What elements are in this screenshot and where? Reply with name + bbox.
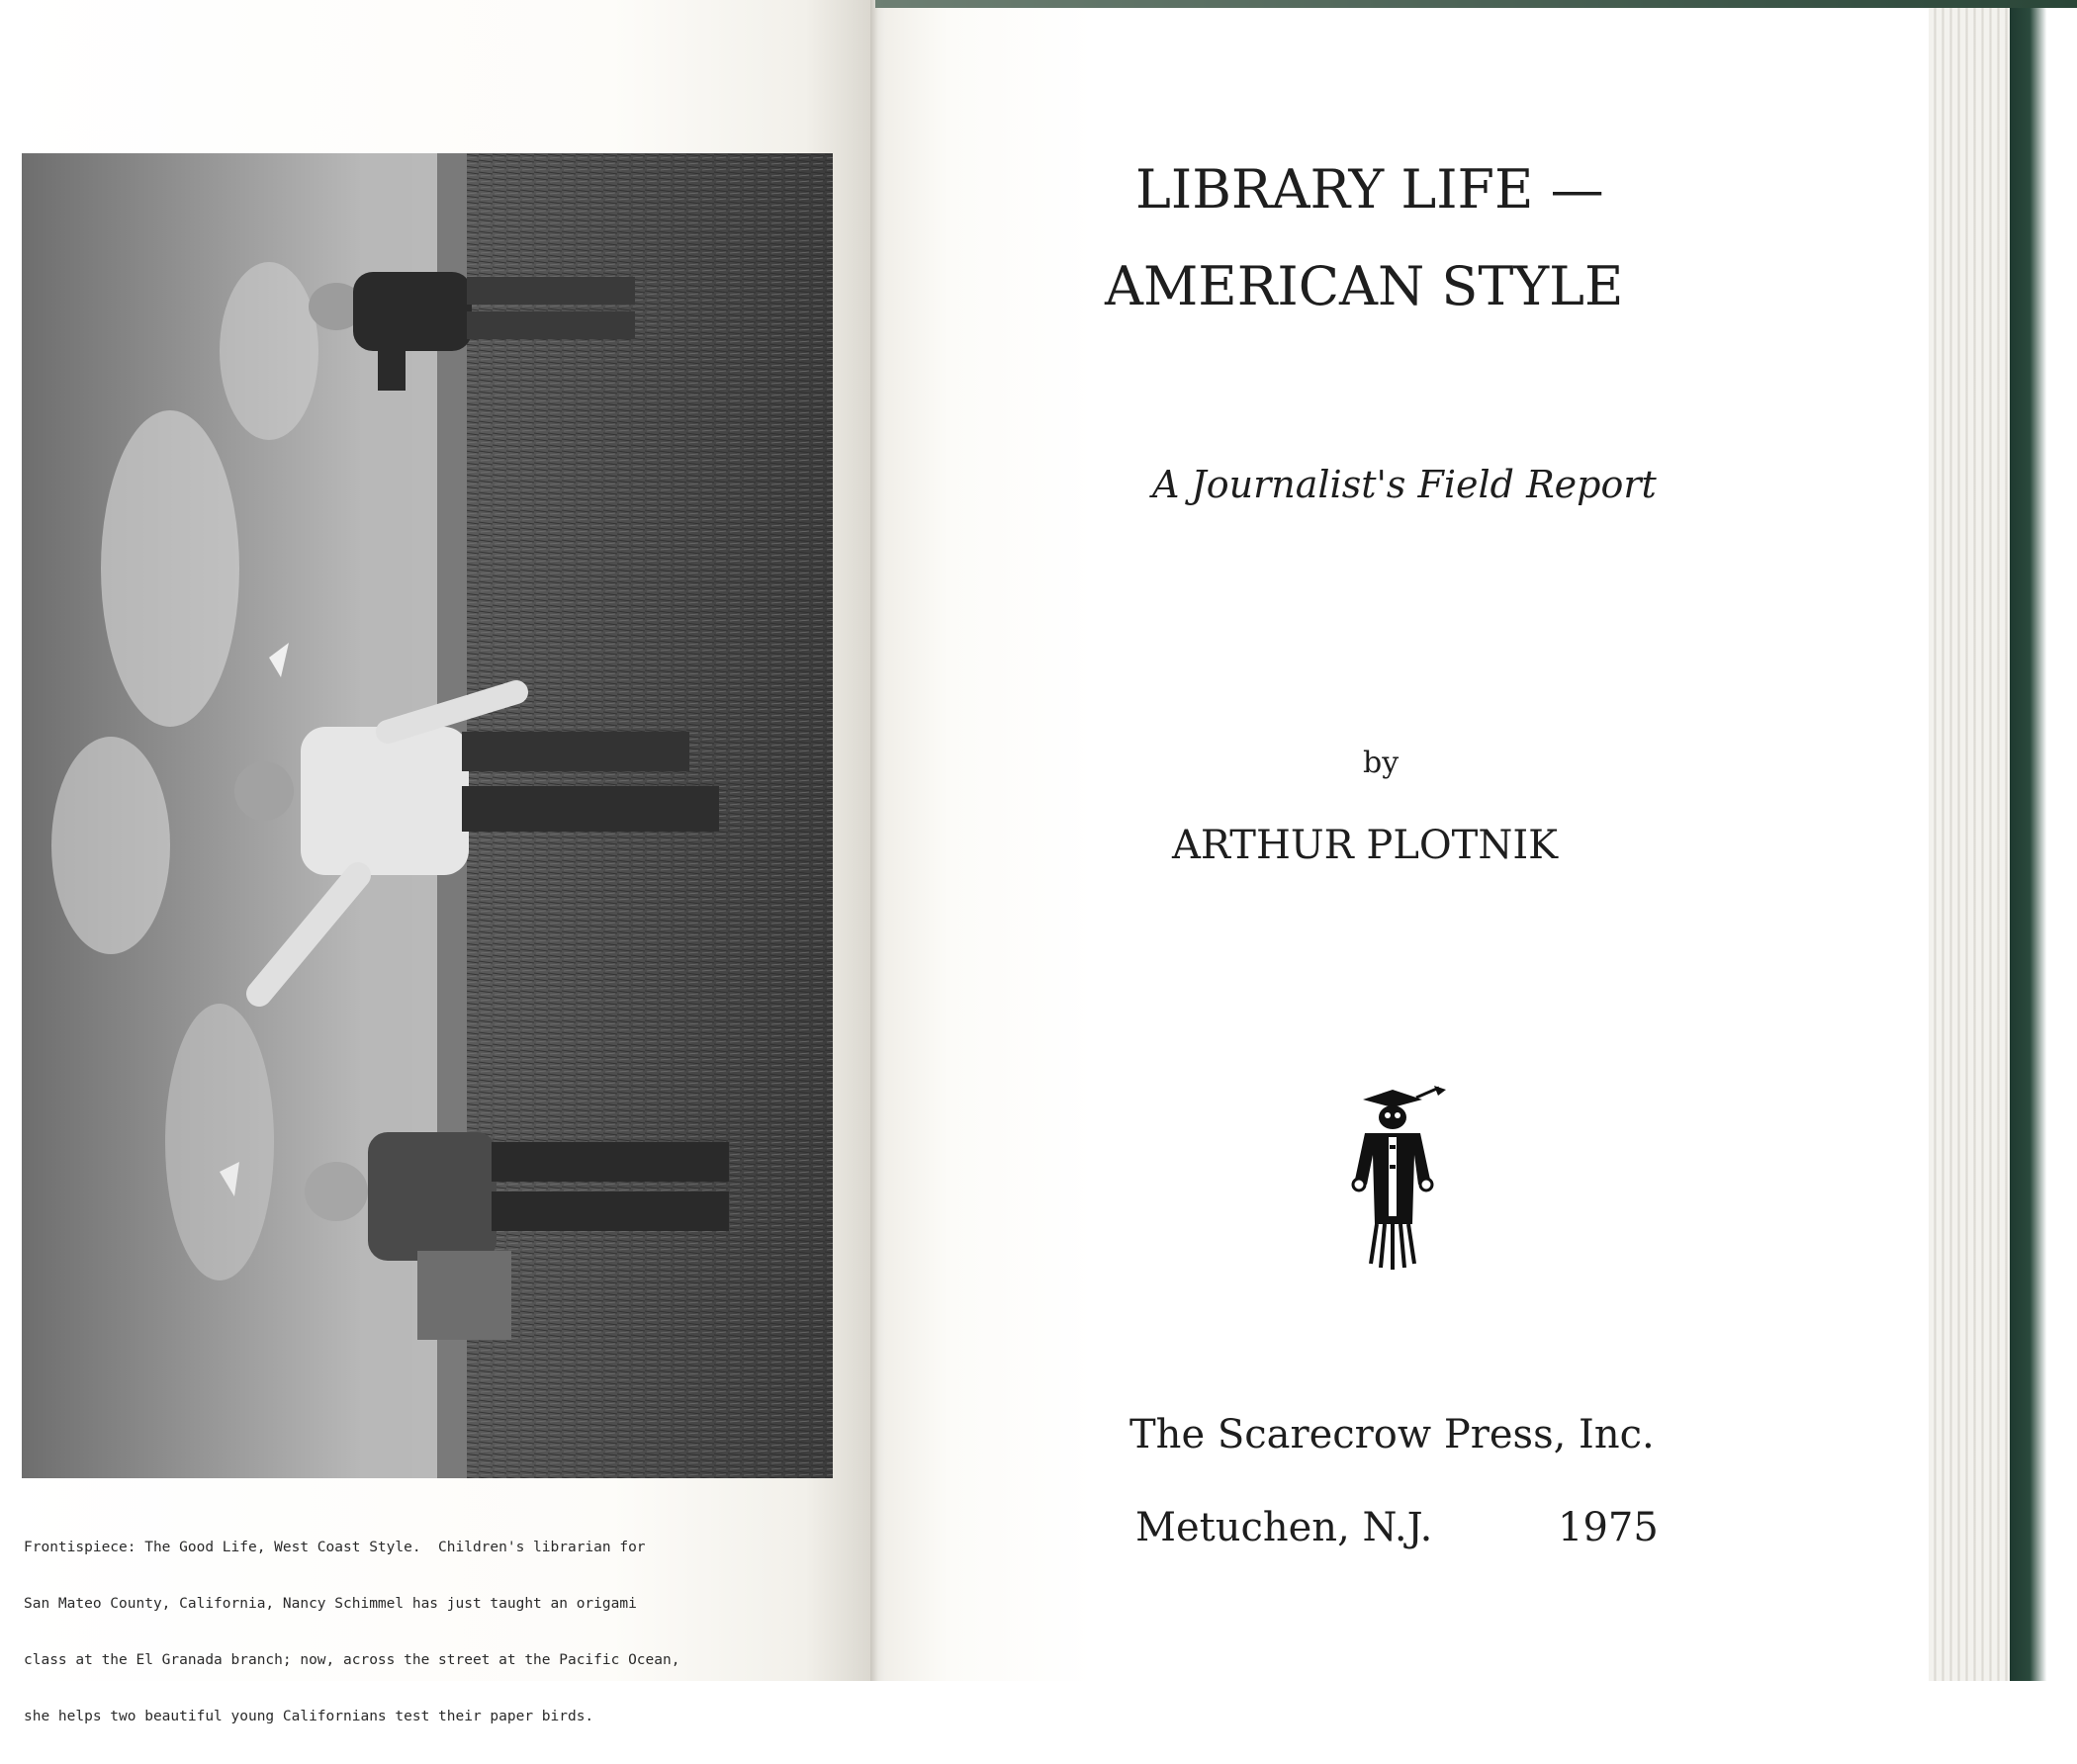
caption-line: San Mateo County, California, Nancy Schimmel has just taught an origami (24, 1596, 637, 1612)
page-edges (1929, 0, 2010, 1681)
author-name: ARTHUR PLOTNIK (1172, 823, 1559, 868)
title-line-1: LIBRARY LIFE — (1135, 158, 1604, 220)
by-label: by (1363, 746, 1400, 780)
scarecrow-logo-icon (1335, 1086, 1454, 1274)
publisher-name: The Scarecrow Press, Inc. (1129, 1412, 1655, 1457)
book-cover-edge (2010, 0, 2077, 1681)
right-page-title-page (885, 0, 1929, 1681)
book-cover-top-edge (875, 0, 2077, 8)
frontispiece-photo-image (22, 153, 833, 1478)
title-line-2: AMERICAN STYLE (1105, 255, 1624, 317)
caption-line: class at the El Granada branch; now, across the street at the Pacific Ocean, (24, 1652, 680, 1668)
publication-year: 1975 (1558, 1505, 1659, 1550)
left-page-frontispiece (0, 0, 875, 1724)
frontispiece-photo (22, 153, 833, 1478)
subtitle: A Journalist's Field Report (1152, 463, 1657, 506)
frontispiece-caption (24, 1501, 845, 1764)
publisher-city: Metuchen, N.J. (1135, 1505, 1433, 1550)
caption-line: Frontispiece: The Good Life, West Coast Style. Children's librarian for (24, 1540, 646, 1555)
caption-line: she helps two beautiful young Californians test their paper birds. (24, 1709, 594, 1724)
